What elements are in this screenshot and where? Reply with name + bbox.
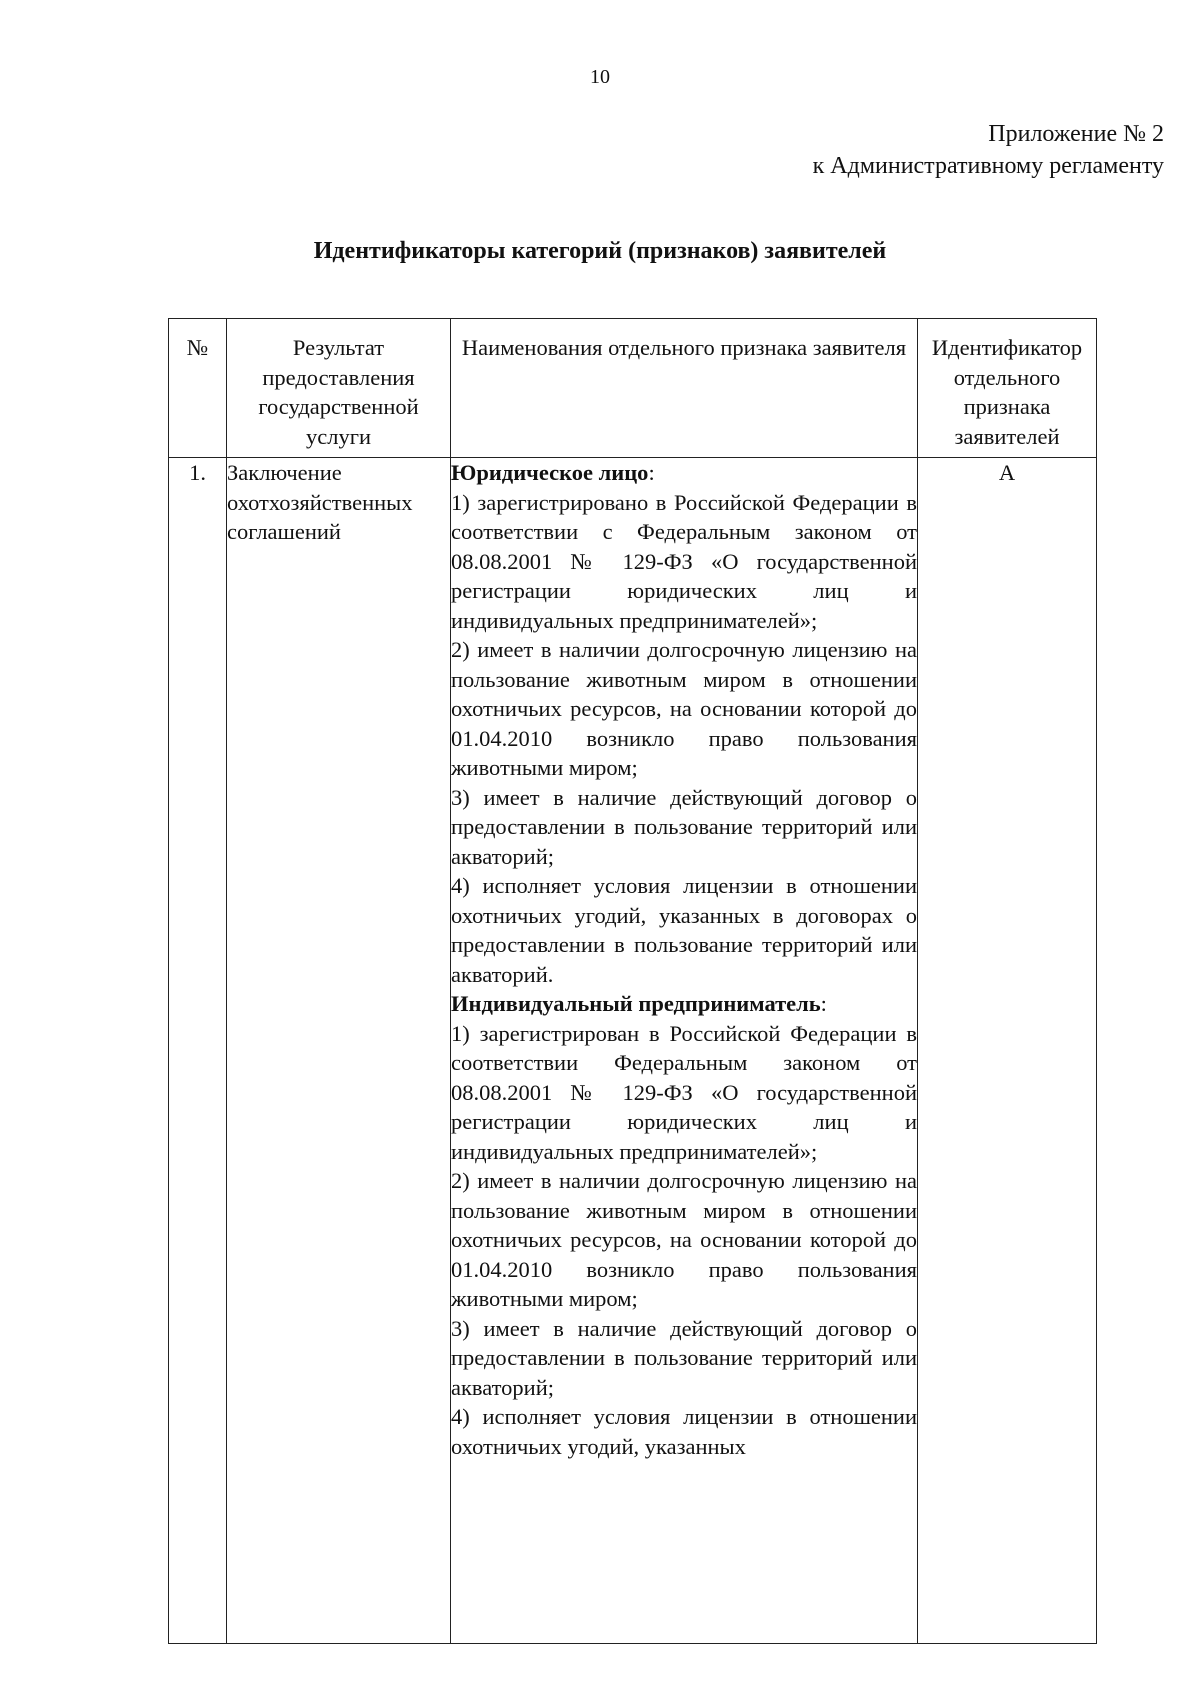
attribute-group-individual-entrepreneur	[451, 989, 917, 1461]
group-title-suffix: :	[648, 460, 655, 485]
row-number: 1.	[169, 458, 227, 1644]
table-header-row	[169, 319, 1097, 458]
list-item: 4) исполняет условия лицензии в отношении охотничьих угодий, указанных	[451, 1404, 917, 1459]
row-result: Заключение охотхозяйственных соглашений	[227, 458, 451, 1644]
group-title-suffix: :	[820, 991, 827, 1016]
identifiers-table	[168, 318, 1097, 1644]
header-attribute: Наименования отдельного признака заявителя	[451, 319, 918, 458]
header-result: Результат предоставления государственной услуги	[227, 319, 451, 458]
list-item: 4) исполняет условия лицензии в отношении охотничьих угодий, указанных в договорах о предоставлении в пользование территорий или акваторий.	[451, 873, 917, 987]
group-title: Юридическое лицо	[451, 460, 649, 485]
list-item: 3) имеет в наличие действующий договор о предоставлении в пользование территорий или акваторий;	[451, 784, 917, 869]
list-item: 2) имеет в наличии долгосрочную лицензию на пользование животным миром в отношении охотничьих ресурсов, на основании которой до 01.04.2010 возникло право пользования животными миром;	[451, 637, 917, 780]
list-item: 1) зарегистрировано в Российской Федерации в соответствии с Федеральным законом от 08.08.2001 № 129-ФЗ «О государственной регистрации юридических лиц и индивидуальных предпринимателей»;	[451, 489, 917, 633]
page-number: 10	[590, 66, 610, 88]
appendix-note	[813, 118, 1164, 182]
table-row	[169, 458, 1097, 1644]
document-title: Идентификаторы категорий (признаков) заявителей	[313, 238, 887, 264]
header-identifier: Идентификатор отдельного признака заявителей	[918, 319, 1097, 458]
attribute-group-legal-entity	[451, 458, 917, 989]
list-item: 2) имеет в наличии долгосрочную лицензию на пользование животным миром в отношении охотничьих ресурсов, на основании которой до 01.04.2010 возникло право пользования животными миром;	[451, 1168, 917, 1311]
row-attributes	[451, 458, 918, 1644]
list-item: 3) имеет в наличие действующий договор о предоставлении в пользование территорий или акваторий;	[451, 1315, 917, 1400]
appendix-line-2: к Административному регламенту	[812, 153, 1164, 179]
group-title: Индивидуальный предприниматель	[451, 991, 821, 1016]
list-item: 1) зарегистрирован в Российской Федерации в соответствии Федеральным законом от 08.08.2001 № 129-ФЗ «О государственной регистрации юридических лиц и индивидуальных предпринимателей»;	[451, 1020, 917, 1164]
row-identifier: А	[918, 458, 1097, 1644]
attribute-list	[451, 488, 917, 990]
header-number: №	[169, 319, 227, 458]
appendix-line-1: Приложение № 2	[988, 121, 1164, 147]
attribute-list	[451, 1019, 917, 1462]
